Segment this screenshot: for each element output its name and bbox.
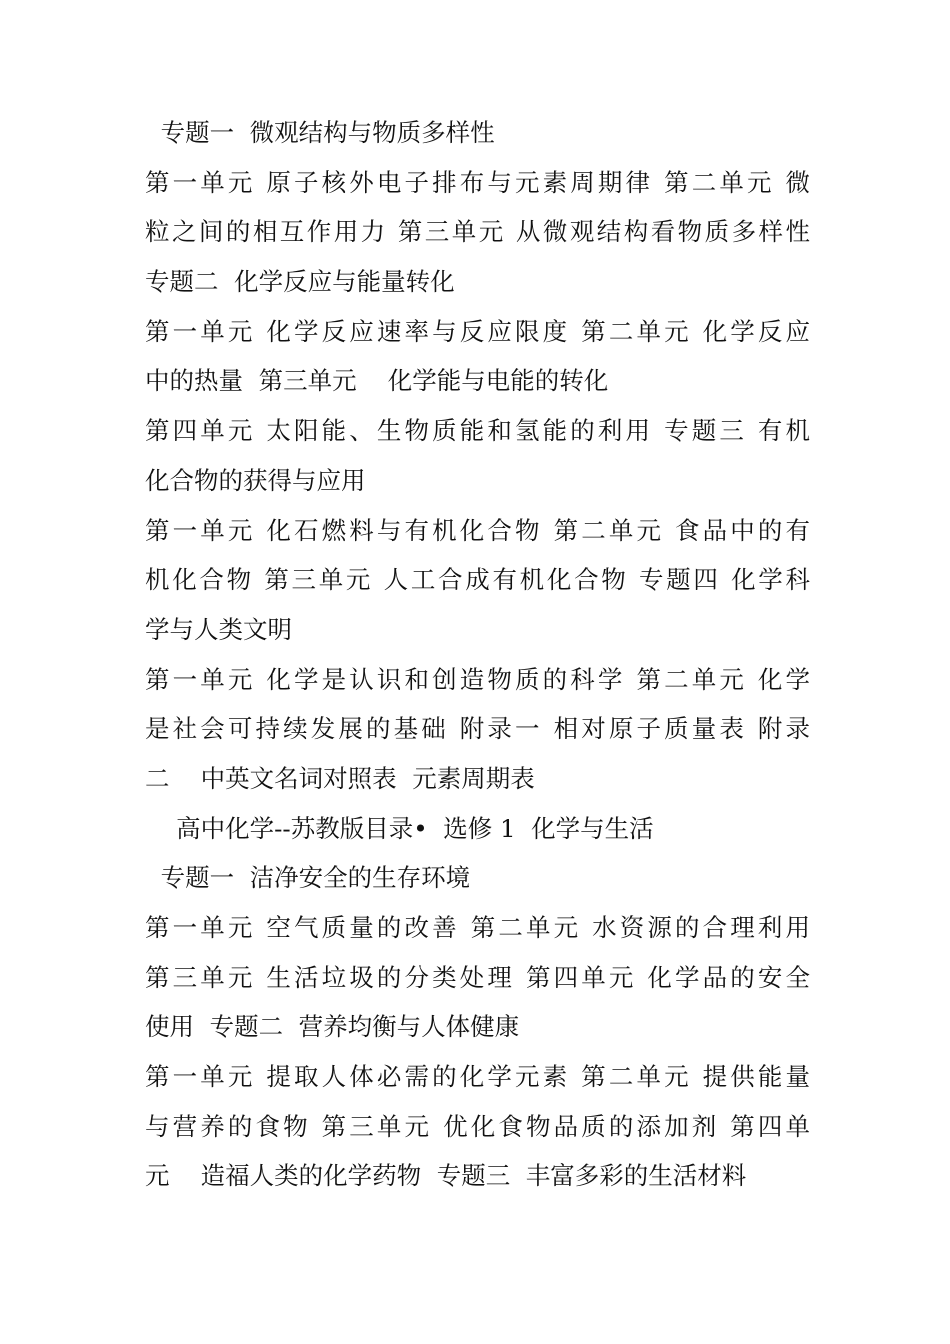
text-line: 元 造福人类的化学药物 专题三 丰富多彩的生活材料 [145,1161,747,1191]
text-line: 化合物的获得与应用 [145,465,366,495]
text-line: 第一单元 空气质量的改善 第二单元 水资源的合理利用 [145,913,810,942]
text-line: 使用 专题二 营养均衡与人体健康 [145,1012,520,1042]
text-line: 第一单元 化石燃料与有机化合物 第二单元 食品中的有 [145,515,810,545]
text-line: 学与人类文明 [145,614,292,644]
text-line: 机化合物 第三单元 人工合成有机化合物 专题四 化学科 [145,565,810,595]
text-line: 第一单元 化学是认识和创造物质的科学 第二单元 化学 [145,664,810,694]
text-line: 与营养的食物 第三单元 优化食物品质的添加剂 第四单 [145,1111,810,1141]
text-line: 是社会可持续发展的基础 附录一 相对原子质量表 附录 [145,714,810,744]
text-line: 专题二 化学反应与能量转化 [145,267,455,297]
text-line: 专题一 洁净安全的生存环境 [145,863,471,893]
text-line: 中的热量 第三单元 化学能与电能的转化 [145,366,609,396]
text-line: 粒之间的相互作用力 第三单元 从微观结构看物质多样性 [145,217,810,247]
text-line: 第三单元 生活垃圾的分类处理 第四单元 化学品的安全 [145,962,810,992]
text-line: 第一单元 提取人体必需的化学元素 第二单元 提供能量 [145,1062,810,1092]
section-heading: 高中化学--苏教版目录• 选修 1 化学与生活 [145,813,654,843]
text-line: 专题一 微观结构与物质多样性 [145,118,495,147]
text-line: 二 中英文名词对照表 元素周期表 [145,763,535,793]
text-line: 第一单元 原子核外电子排布与元素周期律 第二单元 微 [145,167,810,197]
document-text [145,108,810,1201]
text-line: 第四单元 太阳能、生物质能和氢能的利用 专题三 有机 [145,416,810,446]
text-line: 第一单元 化学反应速率与反应限度 第二单元 化学反应 [145,316,810,346]
